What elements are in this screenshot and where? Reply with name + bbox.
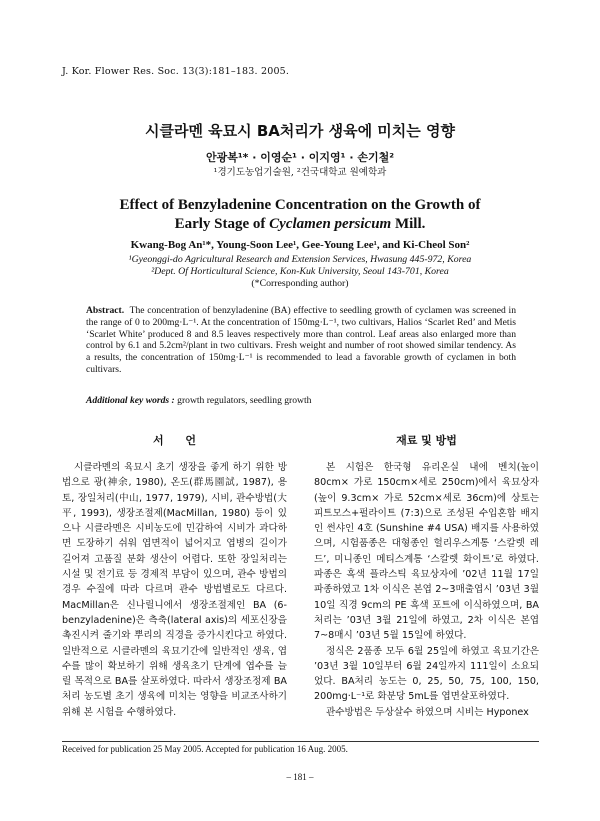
korean-title: 시클라멘 육묘시 BA처리가 생육에 미치는 영향 xyxy=(145,122,455,140)
received-note: Received for publication 25 May 2005. Accepted for publication 16 Aug. 2005. xyxy=(62,744,348,754)
methods-paragraph-3: 관수방법은 두상살수 하였으며 시비는 Hyponex xyxy=(326,706,529,718)
affiliation-2: ²Dept. Of Horticultural Science, Kon-Kuk University, Seoul 143-701, Korea xyxy=(151,266,449,277)
introduction-column xyxy=(62,460,287,720)
methods-paragraph-1: 본 시험은 한국형 유리온실 내에 벤치(높이 80cm× 가로 150cm×세로 250cm)에서 육묘상자(높이 9.3cm× 가로 52cm×세로 36cm)에 상토는 피트모스+펄라이트 (7:3)으로 조성된 수입혼합 배지인 썬샤인 4호 (Sunshine #4 USA) 배지를 사용하였으며, 시험품종은 대형종인 헐리우스계통 ‘스칼렛 레드’, 미니종인 메티스계통 ‘스칼렛 화이트’로 하였다. 파종은 흑색 플라스틱 육묘상자에 ’02년 11월 17일 파종하였고 1차 이식은 본엽 2~3매출엽시 ’03년 3월 10일 직경 9cm의 PE 흑색 포트에 이식하였으며, BA처리는 ’03년 3월 21일에 하였고, 2차 이식은 본엽 7~8매시 ’03년 5월 15일에 하였다. xyxy=(314,462,539,642)
english-authors: Kwang-Bog An¹*, Young-Soon Lee¹, Gee-Young Lee¹, and Ki-Cheol Son² xyxy=(130,239,470,251)
methods-paragraph-2: 정식은 2품종 모두 6월 25일에 하였고 육묘기간은 ’03년 3월 10일부터 6월 24일까지 111일이 소요되었다. BA처리 농도는 0, 25, 50, 75, 100, 150, 200mg·L⁻¹로 화분당 5mL를 엽면살포하였다. xyxy=(314,645,539,703)
keywords-label: Additional key words : xyxy=(86,395,175,406)
methods-column xyxy=(314,460,539,720)
abstract-text: The concentration of benzyladenine (BA) effective to seedling growth of cyclamen was screened in the range of 0 to 200mg·L⁻¹. At the concentration of 150mg·L⁻¹, two cultivars, Halios ‘Scarlet Red’ and Metis ‘Scarlet White’ produced 8 and 8.5 leaves respectively more than control. Leaf areas also enlarged more than control by 6.1 and 5.2cm²/plant in two cultivars. Fresh weight and number of root showed similar tendency. As a results, the concentration of 150mg·L⁻¹ is recommended to lead a favorable growth of cyclamen in both cultivars. xyxy=(86,305,516,375)
footnote-divider xyxy=(62,741,539,742)
introduction-paragraph: 시클라멘의 육묘시 초기 생장을 좋게 하기 위한 방법으로 광(神余, 1980), 온도(群馬園試, 1987), 용토, 장일처리(中山, 1977, 1979), 시비, 관수방법(大平, 1993), 생장조절제(MacMillan, 1980) 등이 있으나 시클라멘은 시비농도에 민감하여 시비가 과다하면 도장하기 쉬워 엽면적이 넓어지고 엽병의 길이가 길어져 고품질 분화 생산이 어렵다. 또한 장일처리는 시설 및 전기료 등 경제적 부담이 있으며, 관수 방법의 경우 수질에 따라 다르며 관수 방법별로도 다르다. MacMillan은 신나릴니에서 생장조절제인 BA (6-benzyladenine)은 측축(lateral axis)의 세포신장을 촉진시켜 줄기와 뿌리의 직경을 증가시킨다고 하였다. 일반적으로 시클라멘의 육묘기간에 일반적인 생육, 엽수를 많이 확보하기 위해 생육초기 단계에 엽수를 늘릴 목적으로 BA를 살포하였다. 따라서 생장조정제 BA처리 농도별 초기 생육에 미치는 영향을 비교조사하기 위해 본 시험을 수행하였다. xyxy=(62,462,287,718)
keywords-text: growth regulators, seedling growth xyxy=(177,395,312,406)
title-pre: Early Stage of xyxy=(174,216,270,232)
abstract-label: Abstract. xyxy=(86,305,125,316)
english-title-line-2 xyxy=(0,215,600,234)
english-affiliations xyxy=(0,254,600,290)
keywords xyxy=(86,395,516,406)
korean-affiliations: ¹경기도농업기술원, ²건국대학교 원예학과 xyxy=(213,167,387,178)
page-number: – 181 – xyxy=(286,772,314,782)
introduction-heading: 서 언 xyxy=(152,434,197,447)
title-species: Cyclamen persicum xyxy=(269,216,392,232)
affiliation-1: ¹Gyeonggi-do Agricultural Research and Extension Services, Hwasung 445-972, Korea xyxy=(128,254,472,265)
abstract xyxy=(86,305,516,376)
english-title xyxy=(0,196,600,234)
korean-authors: 안광복¹* · 이영순¹ · 이지영¹ · 손기철² xyxy=(205,151,395,164)
title-post: Mill. xyxy=(391,216,426,232)
english-title-line-1: Effect of Benzyladenine Concentration on the Growth of xyxy=(119,197,481,213)
methods-heading: 재료 및 방법 xyxy=(396,434,457,447)
journal-citation: J. Kor. Flower Res. Soc. 13(3):181–183. 2005. xyxy=(62,66,290,77)
corresponding-author-note: (*Corresponding author) xyxy=(251,278,349,289)
